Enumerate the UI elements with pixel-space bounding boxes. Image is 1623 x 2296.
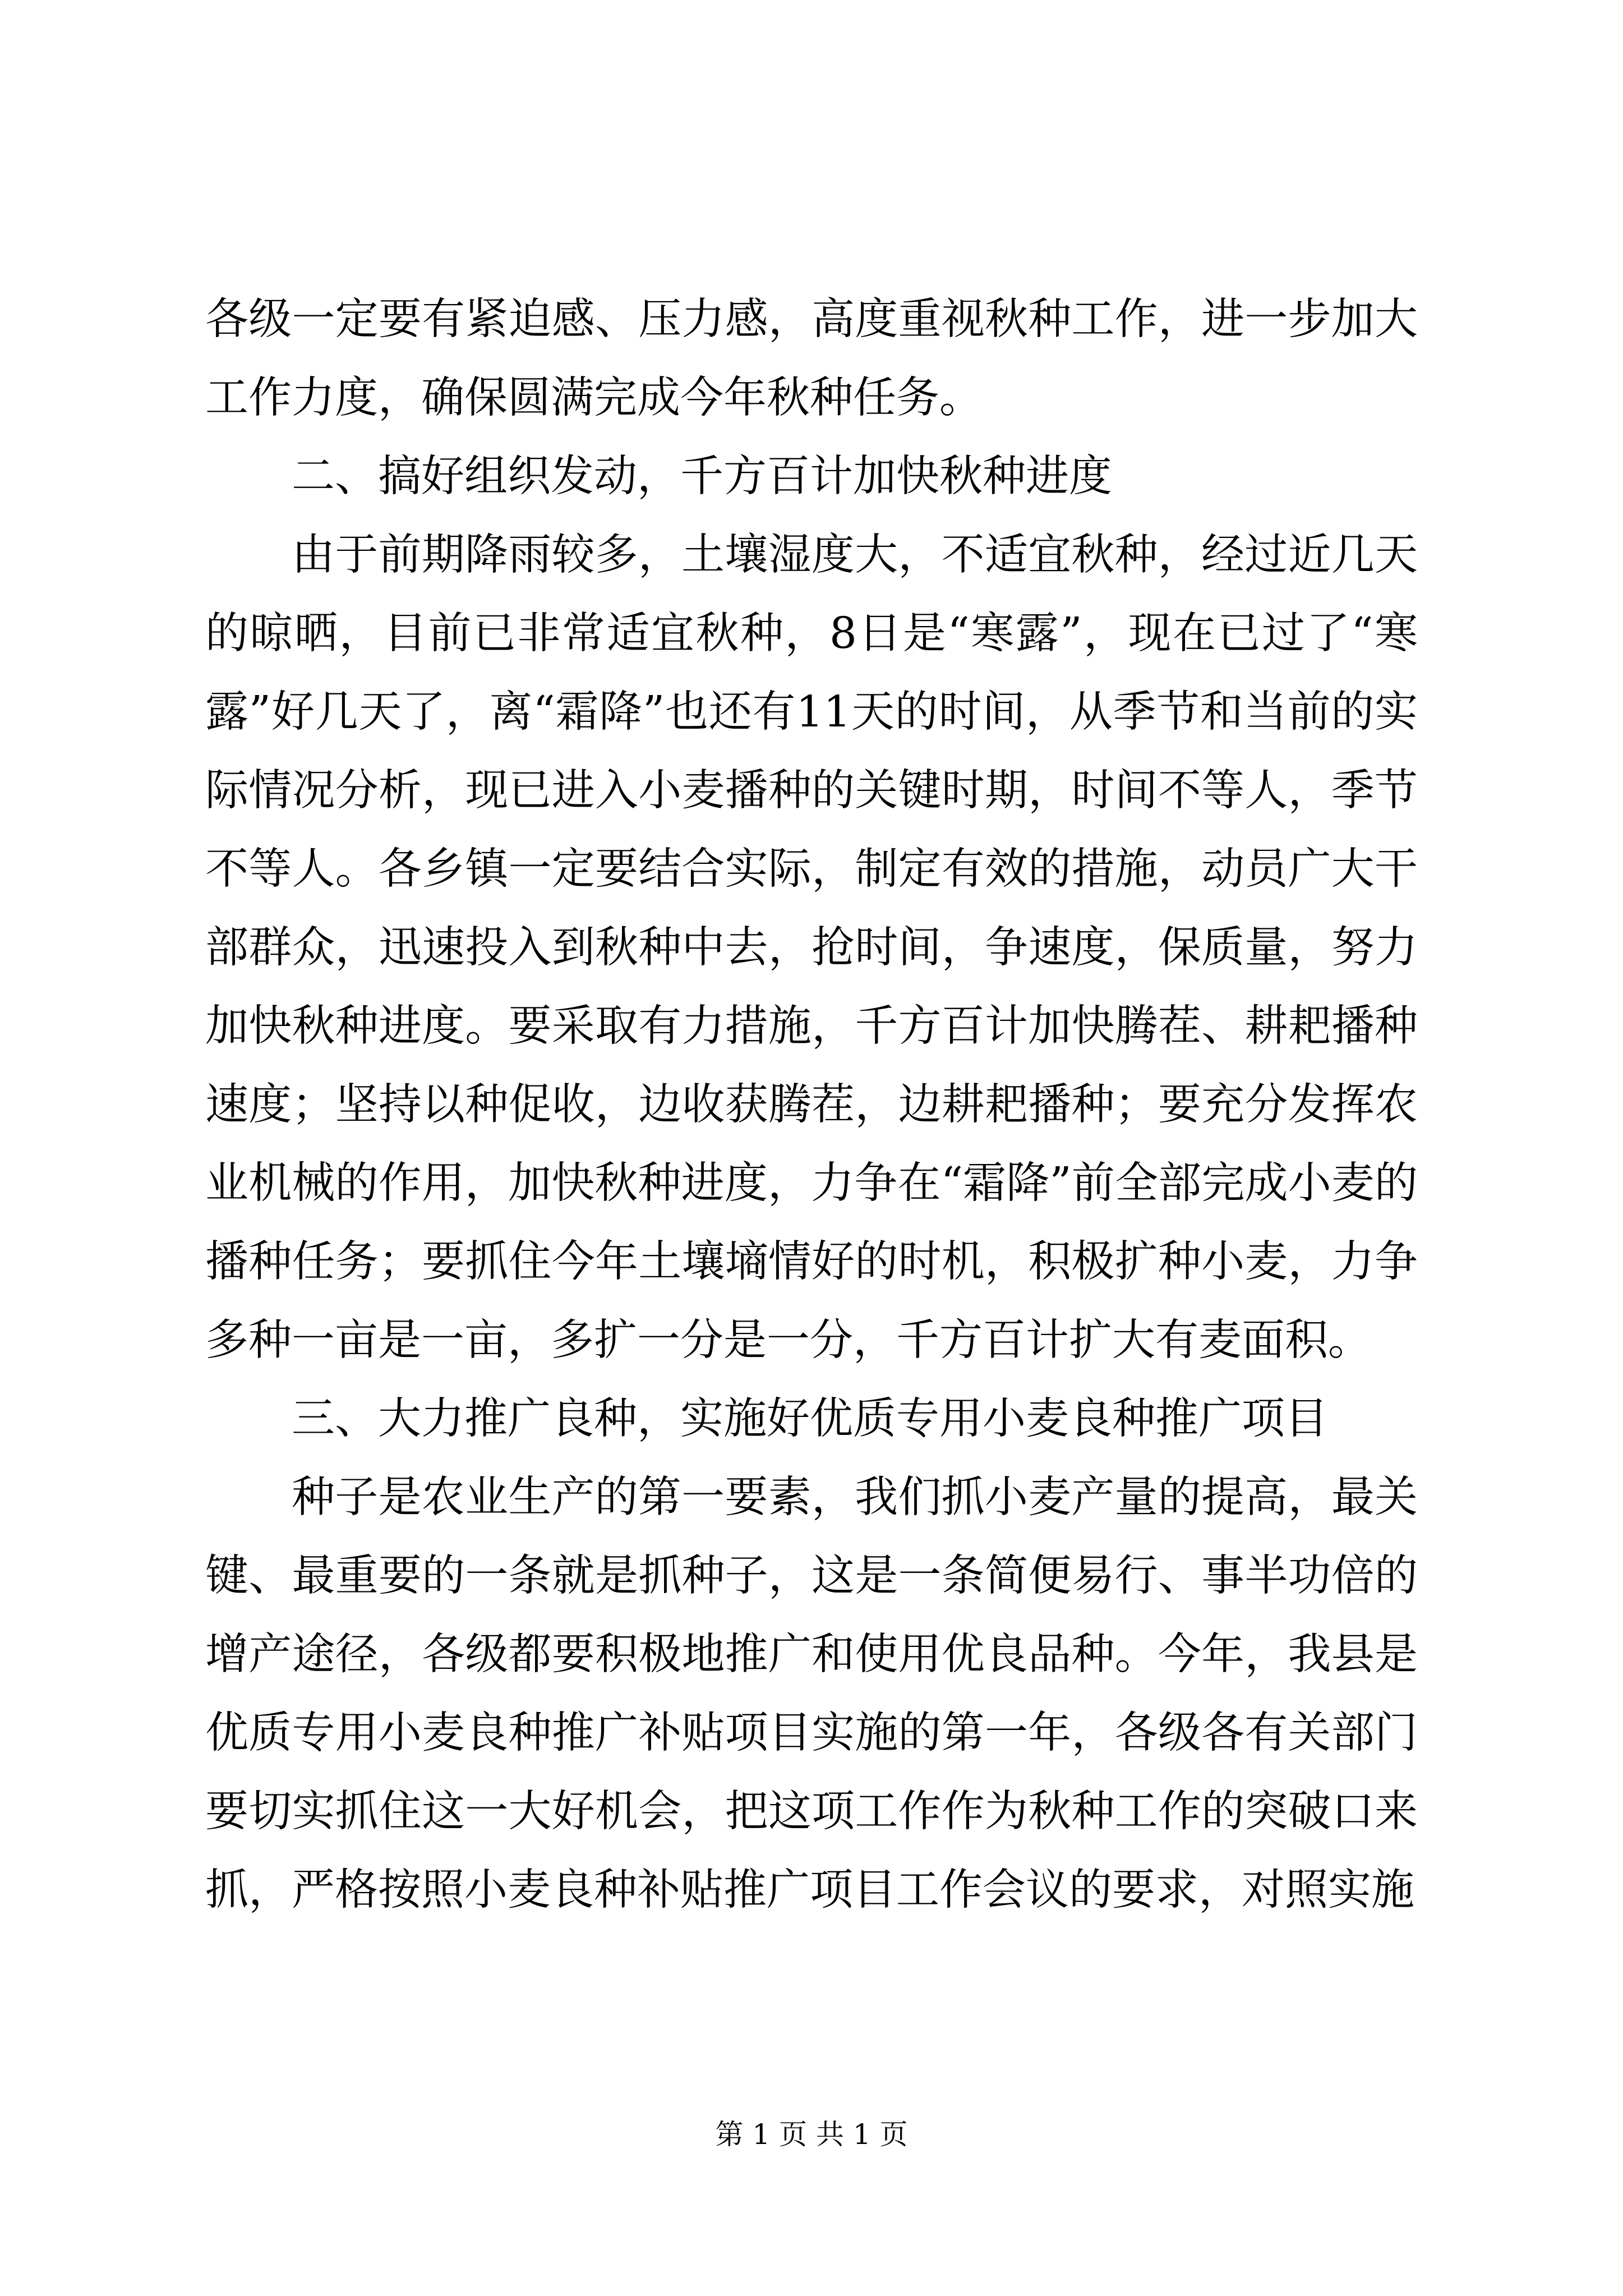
paragraph-improved-seeds: 种子是农业生产的第一要素，我们抓小麦产量的提高，最关键、最重要的一条就是抓种子，这是一条简便易行、事半功倍的增产途径，各级都要积极地推广和使用优良品种。今年，我县是优质专用小麦良种推广补贴项目实施的第一年，各级各有关部门要切实抓住这一大好机会，把这项工作作为秋种工作的突破口来抓，严格按照小麦良种补贴推广项目工作会议的要求，对照实施 [205, 1473, 1418, 1915]
page-footer: 第 1 页 共 1 页 [715, 2118, 908, 2151]
section-heading-3: 三、大力推广良种，实施好优质专用小麦良种推广项目 [292, 1394, 1328, 1444]
section-heading-2: 二、搞好组织发动，千方百计加快秋种进度 [292, 452, 1112, 501]
paragraph-sowing-progress: 由于前期降雨较多，土壤湿度大，不适宜秋种，经过近几天的晾晒，目前已非常适宜秋种，8日是“寒露”，现在已过了“寒露”好几天了，离“霜降”也还有11天的时间，从季节和当前的实际情况分析，现已进入小麦播种的关键时期，时间不等人，季节不等人。各乡镇一定要结合实际，制定有效的措施，动员广大干部群众，迅速投入到秋种中去，抢时间，争速度，保质量，努力加快秋种进度。要采取有力措施，千方百计加快腾茬、耕耙播种速度；坚持以种促收，边收获腾茬，边耕耙播种；要充分发挥农业机械的作用，加快秋种进度，力争在“霜降”前全部完成小麦的播种任务；要抓住今年土壤墒情好的时机，积极扩种小麦，力争多种一亩是一亩，多扩一分是一分，千方百计扩大有麦面积。 [205, 530, 1418, 1365]
paragraph-continuation: 各级一定要有紧迫感、压力感，高度重视秋种工作，进一步加大工作力度，确保圆满完成今年秋种任务。 [205, 295, 1418, 423]
document-body [205, 280, 1418, 1930]
